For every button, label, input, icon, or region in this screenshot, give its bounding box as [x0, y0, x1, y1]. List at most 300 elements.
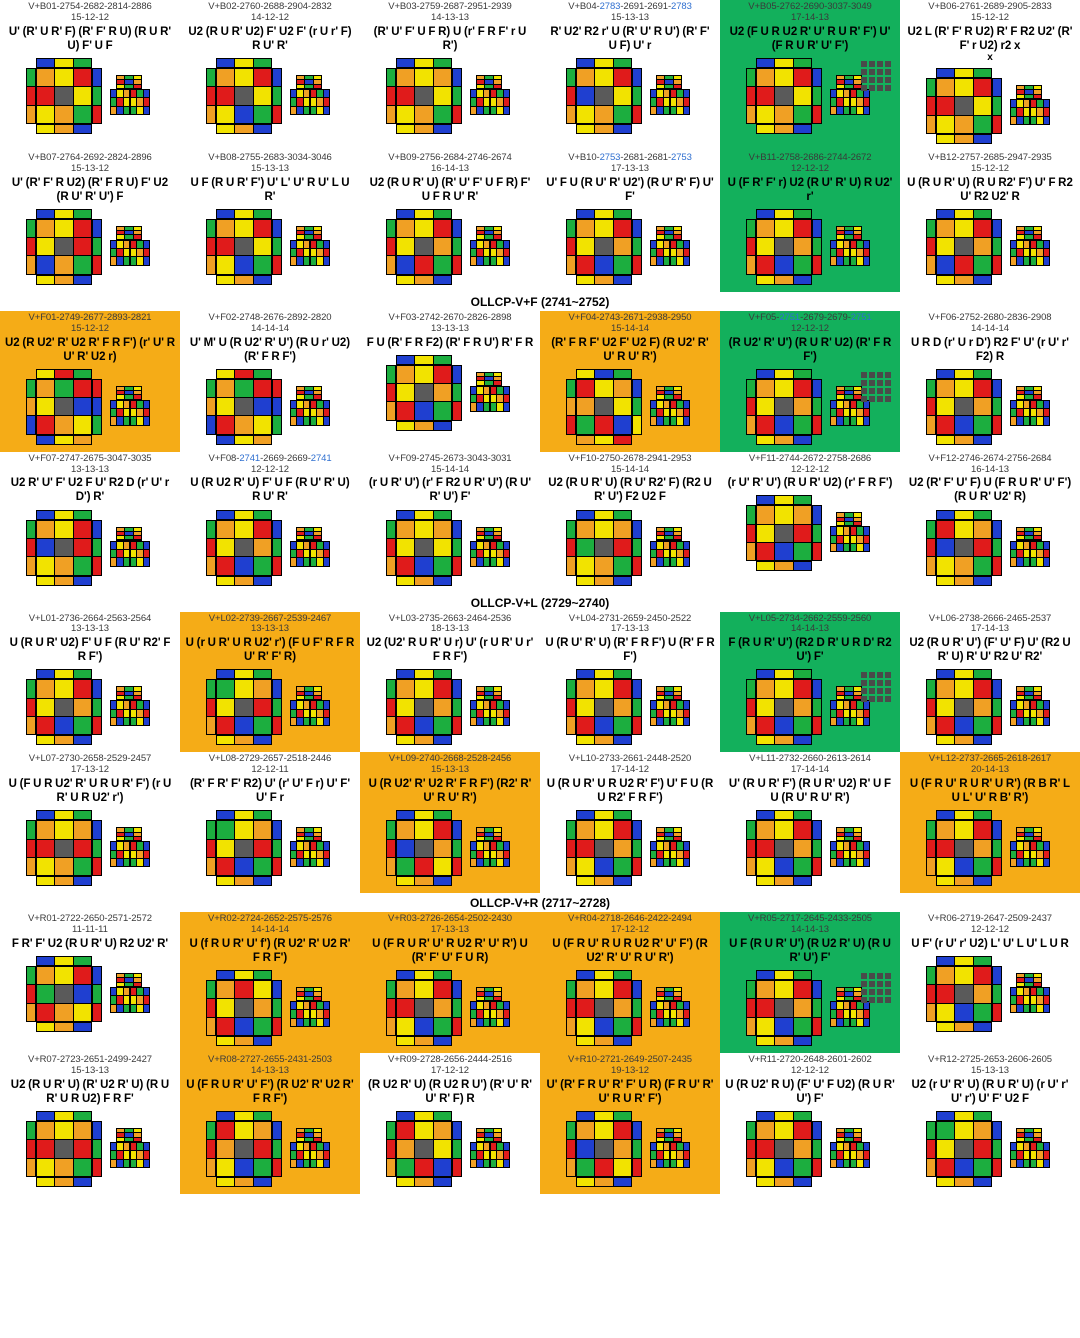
move-counts: 12-12-12	[790, 322, 830, 334]
mini-face-right	[130, 400, 150, 426]
sticker	[775, 1112, 792, 1120]
sticker	[837, 842, 842, 849]
sticker	[674, 687, 681, 690]
sticker	[217, 276, 234, 284]
sticker	[927, 238, 935, 255]
case-code: V+L10-2733-2661-2448-2520	[568, 753, 692, 765]
sticker	[927, 717, 935, 734]
sticker	[757, 276, 774, 284]
edge-strip-right	[92, 966, 102, 1022]
sticker	[484, 241, 489, 248]
sticker	[311, 241, 316, 248]
algorithm-text: (r U R' U') (r' F R2 U R' U') (R U' R' U') F'	[368, 477, 532, 504]
sticker	[217, 511, 234, 519]
sticker	[857, 842, 862, 849]
sticker	[124, 90, 129, 97]
case-code: V+B10-2753-2681-2681-2753	[568, 151, 692, 163]
sticker	[497, 403, 502, 410]
sticker	[671, 1019, 676, 1026]
dot	[869, 672, 875, 678]
dot	[869, 372, 875, 378]
algorithm-text: U (F R U' R U R' U R') (R B R' L U L' U' R B' R')	[909, 778, 1071, 805]
mini-cube	[827, 224, 873, 270]
sticker	[125, 1133, 132, 1136]
sticker	[117, 1143, 122, 1150]
sticker	[485, 833, 492, 836]
sticker	[577, 210, 594, 218]
sticker	[671, 851, 676, 858]
sticker	[254, 699, 271, 716]
sticker	[131, 1160, 136, 1167]
cube-diagram	[547, 1110, 713, 1188]
sticker	[794, 69, 811, 86]
sticker	[927, 1122, 935, 1139]
mini-face-right	[670, 841, 690, 867]
sticker	[37, 220, 54, 237]
sticker	[207, 680, 215, 697]
edge-strip-top	[36, 58, 92, 68]
sticker	[235, 1112, 252, 1120]
sticker	[387, 384, 395, 401]
edge-strip-bottom	[756, 275, 812, 285]
mini-face-right	[130, 700, 150, 726]
mini-face-top	[656, 987, 682, 1001]
sticker	[1025, 391, 1032, 394]
sticker	[415, 736, 432, 744]
sticker	[567, 220, 575, 237]
sticker	[851, 1019, 856, 1026]
sticker	[37, 238, 54, 255]
sticker	[614, 858, 631, 875]
sticker	[397, 256, 414, 273]
sticker	[955, 736, 972, 744]
mini-face-left	[1010, 99, 1030, 125]
sticker	[485, 227, 492, 230]
sticker	[111, 996, 116, 1003]
sticker	[273, 256, 281, 273]
sticker	[387, 999, 395, 1016]
cube-top-view	[927, 210, 1001, 284]
sticker	[775, 670, 792, 678]
sticker	[397, 577, 414, 585]
move-counts: 14-14-13	[790, 623, 830, 635]
sticker	[131, 542, 136, 549]
sticker	[837, 1143, 842, 1150]
sticker	[324, 409, 329, 416]
sticker	[955, 699, 972, 716]
mini-face-left	[290, 700, 310, 726]
cube-face	[216, 219, 272, 275]
sticker	[955, 717, 972, 734]
sticker	[324, 90, 329, 97]
sticker	[137, 851, 142, 858]
sticker	[577, 999, 594, 1016]
sticker	[397, 106, 414, 123]
sticker	[144, 249, 149, 256]
sticker	[324, 842, 329, 849]
sticker	[937, 539, 954, 556]
sticker	[595, 125, 612, 133]
sticker	[937, 736, 954, 744]
dot	[861, 688, 867, 694]
sticker	[111, 90, 116, 97]
edge-strip-bottom	[396, 421, 452, 431]
sticker	[55, 1178, 72, 1186]
sticker	[845, 227, 852, 230]
edge-strip-top	[216, 510, 272, 520]
dot	[885, 396, 891, 402]
sticker	[415, 1018, 432, 1035]
sticker	[453, 384, 461, 401]
algorithm-text: U (r U R' U R U2' r') (F U F' R F R U' R' F' R)	[185, 637, 355, 664]
sticker	[324, 98, 329, 105]
sticker	[851, 851, 856, 858]
sticker	[311, 90, 316, 97]
sticker	[657, 833, 664, 836]
edge-strip-top	[576, 810, 632, 820]
sticker	[677, 401, 682, 408]
edge-strip-bottom	[756, 735, 812, 745]
sticker	[651, 718, 656, 725]
sticker	[937, 1159, 954, 1176]
sticker	[491, 859, 496, 866]
move-counts: 14-12-12	[250, 11, 290, 23]
sticker	[27, 699, 35, 716]
case-code: V+L12-2737-2665-2618-2617	[928, 753, 1052, 765]
sticker	[844, 527, 849, 534]
sticker	[311, 859, 316, 866]
case-cell	[900, 912, 1080, 1053]
sticker	[955, 521, 972, 538]
sticker	[775, 877, 792, 885]
mini-face-top	[836, 686, 862, 700]
sticker	[27, 840, 35, 857]
cube-top-view	[387, 511, 461, 585]
sticker	[747, 256, 755, 273]
case-cell	[0, 752, 180, 893]
sticker	[297, 257, 302, 264]
sticker	[144, 107, 149, 114]
sticker	[657, 992, 664, 995]
mini-face-top	[476, 226, 502, 240]
sticker	[235, 699, 252, 716]
sticker	[1017, 1138, 1024, 1141]
sticker	[955, 877, 972, 885]
sticker	[657, 1010, 662, 1017]
sticker	[854, 1133, 861, 1136]
sticker	[927, 97, 935, 114]
mini-face-left	[110, 841, 130, 867]
sticker	[595, 276, 612, 284]
case-code: V+L01-2736-2664-2563-2564	[28, 612, 152, 624]
sticker	[27, 1122, 35, 1139]
sticker	[674, 828, 681, 831]
sticker	[217, 1112, 234, 1120]
sticker	[314, 395, 321, 398]
sticker	[684, 859, 689, 866]
sticker	[491, 241, 496, 248]
sticker	[291, 1151, 296, 1158]
sticker	[1011, 1151, 1016, 1158]
sticker	[137, 249, 142, 256]
sticker	[477, 235, 484, 238]
move-counts: 17-14-12	[610, 764, 650, 776]
edge-strip-top	[216, 369, 272, 379]
sticker	[297, 227, 304, 230]
case-cell	[0, 912, 180, 1053]
sticker	[854, 988, 861, 991]
sticker	[677, 241, 682, 248]
sticker	[974, 210, 991, 218]
case-cell	[360, 452, 540, 593]
sticker	[747, 525, 755, 542]
sticker	[494, 692, 501, 695]
mini-face-right	[670, 700, 690, 726]
sticker	[471, 550, 476, 557]
cube-face	[396, 679, 452, 735]
move-counts: 15-13-13	[430, 764, 470, 776]
sticker	[297, 1133, 304, 1136]
sticker	[794, 811, 811, 819]
sticker	[1024, 1151, 1029, 1158]
sticker	[851, 257, 856, 264]
sticker	[1034, 696, 1041, 699]
sticker	[484, 1010, 489, 1017]
sticker	[27, 985, 35, 1002]
sticker	[845, 518, 852, 521]
sticker	[577, 877, 594, 885]
sticker	[993, 1159, 1001, 1176]
sticker	[273, 521, 281, 538]
sticker	[1034, 235, 1041, 238]
sticker	[813, 380, 821, 397]
cube-face	[396, 520, 452, 576]
sticker	[304, 701, 309, 708]
sticker	[757, 525, 774, 542]
sticker	[1017, 859, 1022, 866]
edge-strip-top	[576, 58, 632, 68]
sticker	[93, 858, 101, 875]
cube-top-view	[387, 210, 461, 284]
edge-strip-top	[216, 209, 272, 219]
sticker	[794, 999, 811, 1016]
sticker	[1011, 117, 1016, 124]
sticker	[477, 1002, 482, 1009]
sticker	[144, 1005, 149, 1012]
sticker	[633, 557, 641, 574]
sticker	[684, 558, 689, 565]
sticker	[651, 1010, 656, 1017]
cube-face	[36, 1121, 92, 1177]
sticker	[674, 532, 681, 535]
sticker	[1025, 95, 1032, 98]
sticker	[1025, 837, 1032, 840]
sticker	[844, 241, 849, 248]
case-code: V+L05-2734-2662-2559-2560	[748, 612, 872, 624]
sticker	[485, 1129, 492, 1132]
sticker	[775, 1018, 792, 1035]
sticker	[434, 999, 451, 1016]
sticker	[657, 241, 662, 248]
sticker	[1031, 842, 1036, 849]
sticker	[845, 687, 852, 690]
sticker	[1037, 542, 1042, 549]
sticker	[27, 717, 35, 734]
sticker	[93, 699, 101, 716]
edge-strip-top	[36, 209, 92, 219]
sticker	[504, 249, 509, 256]
sticker	[837, 391, 844, 394]
dot	[861, 69, 867, 75]
sticker	[117, 80, 124, 83]
move-counts: 20-14-13	[970, 764, 1010, 776]
sticker	[845, 828, 852, 831]
sticker	[794, 125, 811, 133]
sticker	[415, 256, 432, 273]
sticker	[477, 403, 482, 410]
dot	[885, 973, 891, 979]
case-cell	[540, 0, 720, 151]
sticker	[273, 821, 281, 838]
sticker	[633, 717, 641, 734]
sticker	[207, 416, 215, 433]
sticker	[854, 992, 861, 995]
sticker	[1025, 983, 1032, 986]
sticker	[577, 1140, 594, 1157]
sticker	[831, 409, 836, 416]
sticker	[254, 539, 271, 556]
sticker	[304, 1010, 309, 1017]
sticker	[235, 87, 252, 104]
sticker	[677, 1151, 682, 1158]
sticker	[1037, 257, 1042, 264]
sticker	[217, 999, 234, 1016]
algorithm-text: U R D (r' U r D') R2 F' U' (r U' r' F2) R	[911, 336, 1069, 363]
mini-face-top	[116, 827, 142, 841]
sticker	[471, 1010, 476, 1017]
sticker	[93, 985, 101, 1002]
mini-face-right	[310, 841, 330, 867]
sticker	[397, 210, 414, 218]
sticker	[117, 249, 122, 256]
cube-face	[576, 68, 632, 124]
sticker	[567, 521, 575, 538]
sticker	[614, 680, 631, 697]
sticker	[633, 220, 641, 237]
sticker	[1034, 86, 1041, 89]
sticker	[567, 380, 575, 397]
edge-strip-bottom	[756, 876, 812, 886]
mini-face-right	[850, 89, 870, 115]
sticker	[684, 409, 689, 416]
sticker	[664, 1019, 669, 1026]
sticker	[845, 696, 852, 699]
algorithm-text: U (f R U R' U' f') (R U2' R' U2 R' F R F')	[189, 938, 351, 965]
edge-strip-left	[206, 679, 216, 735]
algorithm-text: U F (R U R' U') (R U2 R' U) (R U R' U') F'	[729, 938, 891, 965]
dot	[869, 380, 875, 386]
sticker	[497, 241, 502, 248]
sticker	[1044, 1005, 1049, 1012]
algorithm-text: U2 (R U R' U) (R U' R2' F) (R2 U R' U') F2 U2 F	[548, 477, 712, 504]
cube-top-view	[567, 370, 641, 444]
case-code: V+R06-2719-2647-2509-2437	[927, 913, 1052, 925]
edge-strip-left	[566, 820, 576, 876]
sticker	[633, 416, 641, 433]
sticker	[477, 377, 484, 380]
mini-cube	[647, 1126, 693, 1172]
sticker	[397, 59, 414, 67]
edge-strip-top	[216, 58, 272, 68]
sticker	[485, 373, 492, 376]
sticker	[1024, 859, 1029, 866]
sticker	[993, 256, 1001, 273]
edge-strip-left	[746, 68, 756, 124]
cube-face	[936, 520, 992, 576]
sticker	[844, 90, 849, 97]
cube-face	[936, 679, 992, 735]
sticker	[297, 532, 304, 535]
sticker	[144, 851, 149, 858]
sticker	[1024, 718, 1029, 725]
sticker	[595, 999, 612, 1016]
sticker	[484, 859, 489, 866]
sticker	[317, 542, 322, 549]
mini-face-left	[830, 1001, 850, 1027]
dot	[877, 973, 883, 979]
sticker	[633, 106, 641, 123]
sticker	[1025, 227, 1032, 230]
sticker	[27, 821, 35, 838]
sticker	[415, 877, 432, 885]
sticker	[684, 401, 689, 408]
sticker	[453, 220, 461, 237]
sticker	[297, 1138, 304, 1141]
case-cell	[720, 912, 900, 1053]
sticker	[955, 1122, 972, 1139]
mini-face-top	[116, 226, 142, 240]
sticker	[415, 699, 432, 716]
cube-face	[396, 68, 452, 124]
sticker	[775, 69, 792, 86]
edge-strip-top	[756, 58, 812, 68]
sticker	[1031, 1160, 1036, 1167]
sticker	[273, 717, 281, 734]
sticker	[845, 85, 852, 88]
dot	[877, 61, 883, 67]
sticker	[305, 988, 312, 991]
sticker	[757, 436, 774, 444]
sticker	[93, 87, 101, 104]
sticker	[434, 577, 451, 585]
sticker	[27, 1004, 35, 1021]
sticker	[434, 106, 451, 123]
sticker	[291, 107, 296, 114]
mini-face-top	[1016, 386, 1042, 400]
edge-strip-bottom	[576, 124, 632, 134]
sticker	[117, 851, 122, 858]
mini-cube	[467, 825, 513, 871]
sticker	[937, 680, 954, 697]
sticker	[324, 558, 329, 565]
move-counts: 15-13-13	[610, 11, 650, 23]
sticker	[497, 1002, 502, 1009]
sticker	[55, 87, 72, 104]
sticker	[117, 536, 124, 539]
sticker	[111, 1005, 116, 1012]
sticker	[235, 670, 252, 678]
edge-strip-left	[926, 78, 936, 134]
